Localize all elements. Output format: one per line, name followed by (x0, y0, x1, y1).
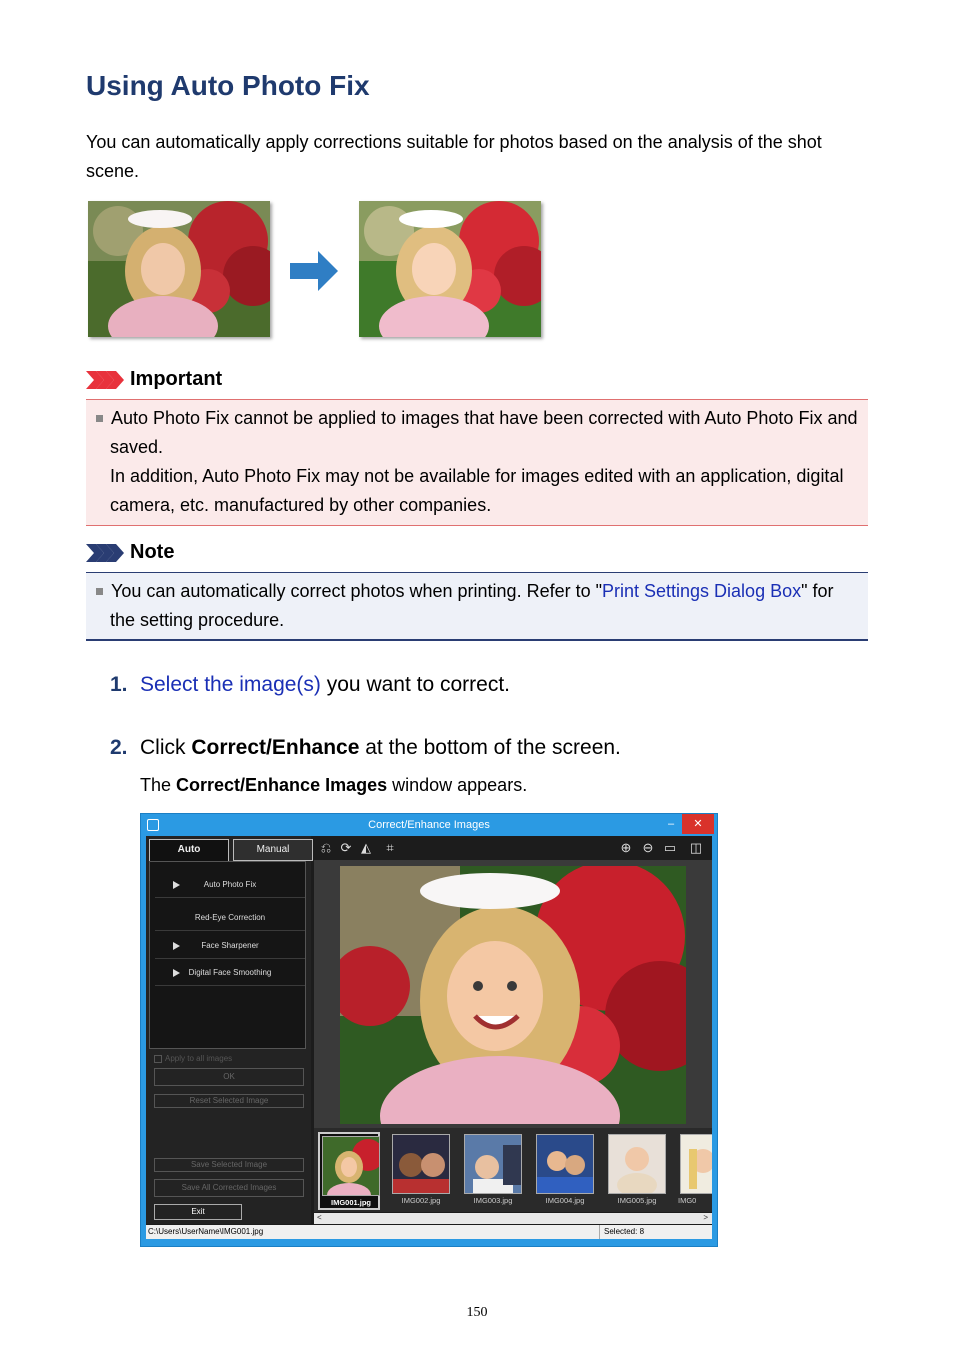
play-triangle-icon (173, 881, 180, 889)
thumbnail[interactable]: IMG005.jpg (606, 1132, 668, 1210)
tab-auto[interactable]: Auto (149, 839, 229, 861)
thumbnail[interactable]: IMG001.jpg (318, 1132, 380, 1210)
select-images-link[interactable]: Select the image(s) (140, 673, 321, 696)
exit-button[interactable]: Exit (154, 1204, 242, 1220)
thumbnail[interactable]: IMG004.jpg (534, 1132, 596, 1210)
reset-selected-button[interactable]: Reset Selected Image (154, 1094, 304, 1108)
print-settings-link[interactable]: Print Settings Dialog Box (602, 581, 802, 601)
play-triangle-icon (173, 969, 180, 977)
thumbnail[interactable]: IMG003.jpg (462, 1132, 524, 1210)
crop-icon[interactable]: ⌗ (386, 840, 394, 855)
note-heading-label: Note (130, 541, 175, 563)
step-2-result: The Correct/Enhance Images window appears. (140, 775, 528, 795)
save-all-button[interactable]: Save All Corrected Images (154, 1179, 304, 1197)
important-heading (86, 368, 222, 391)
correction-menu (149, 861, 306, 1049)
flip-icon[interactable]: ◭ (361, 840, 371, 855)
zoom-out-icon[interactable]: ⊖ (642, 840, 654, 855)
important-chevrons-icon (86, 371, 124, 389)
before-photo (88, 201, 270, 337)
apply-all-checkbox[interactable]: Apply to all images (154, 1054, 232, 1063)
after-photo (359, 201, 541, 337)
bullet-icon (96, 415, 103, 422)
correct-enhance-window (140, 813, 718, 1247)
intro-text: You can automatically apply corrections suitable for photos based on the analysis of the shot scene. (86, 132, 822, 181)
note-heading (86, 541, 174, 564)
tab-manual[interactable]: Manual (233, 839, 313, 861)
menu-item-red-eye[interactable]: Red-Eye Correction (155, 905, 305, 931)
compare-view-icon[interactable]: ◫ (689, 840, 703, 855)
important-box (86, 399, 868, 526)
step-1: 1. Select the image(s) you want to correct. (110, 673, 511, 696)
note-box: You can automatically correct photos when printing. Refer to "Print Settings Dialog Box" for the setting procedure. (86, 572, 868, 641)
scroll-left-arrow[interactable]: < (317, 1213, 322, 1222)
minimize-button[interactable]: – (667, 818, 675, 830)
rotate-left-icon[interactable]: ⎌ (320, 840, 332, 855)
toolbar (314, 836, 712, 860)
full-view-icon[interactable]: ▭ (663, 840, 677, 855)
menu-item-face-smoothing[interactable]: Digital Face Smoothing (155, 960, 305, 986)
save-selected-button[interactable]: Save Selected Image (154, 1158, 304, 1172)
scroll-right-arrow[interactable]: > (703, 1213, 708, 1222)
important-line-1: Auto Photo Fix cannot be applied to images that have been corrected with Auto Photo Fix and saved. (110, 408, 858, 457)
left-panel (146, 836, 311, 1224)
image-preview (314, 860, 712, 1128)
menu-item-face-sharpener[interactable]: Face Sharpener (155, 933, 305, 959)
close-button[interactable]: ✕ (682, 814, 714, 834)
page-title: Using Auto Photo Fix (86, 70, 370, 101)
arrow-right-icon (290, 251, 340, 291)
thumbnail-strip (314, 1128, 712, 1212)
menu-item-auto-photo-fix[interactable]: Auto Photo Fix (155, 872, 305, 898)
thumbnail[interactable]: IMG002.jpg (390, 1132, 452, 1210)
ok-button[interactable]: OK (154, 1068, 304, 1086)
window-title: Correct/Enhance Images (368, 819, 490, 831)
important-line-2: In addition, Auto Photo Fix may not be available for images edited with an application, digital camera, etc. manufactured by other companies. (110, 466, 844, 515)
step-2: 2. Click Correct/Enhance at the bottom of the screen. (110, 736, 621, 759)
status-selected-count: Selected: 8 (599, 1225, 644, 1239)
note-chevrons-icon (86, 544, 124, 562)
play-triangle-icon (173, 942, 180, 950)
rotate-right-icon[interactable]: ⟳ (340, 840, 352, 855)
bullet-icon (96, 588, 103, 595)
status-path: C:\Users\UserName\IMG001.jpg (148, 1227, 264, 1236)
zoom-in-icon[interactable]: ⊕ (620, 840, 632, 855)
important-heading-label: Important (130, 368, 223, 390)
page-number: 150 (466, 1305, 488, 1320)
preview-photo (340, 866, 686, 1124)
thumbnail[interactable]: IMG0 (678, 1132, 712, 1210)
status-bar (146, 1225, 712, 1239)
thumbnail-scrollbar[interactable] (314, 1213, 712, 1224)
window-body (146, 836, 712, 1239)
